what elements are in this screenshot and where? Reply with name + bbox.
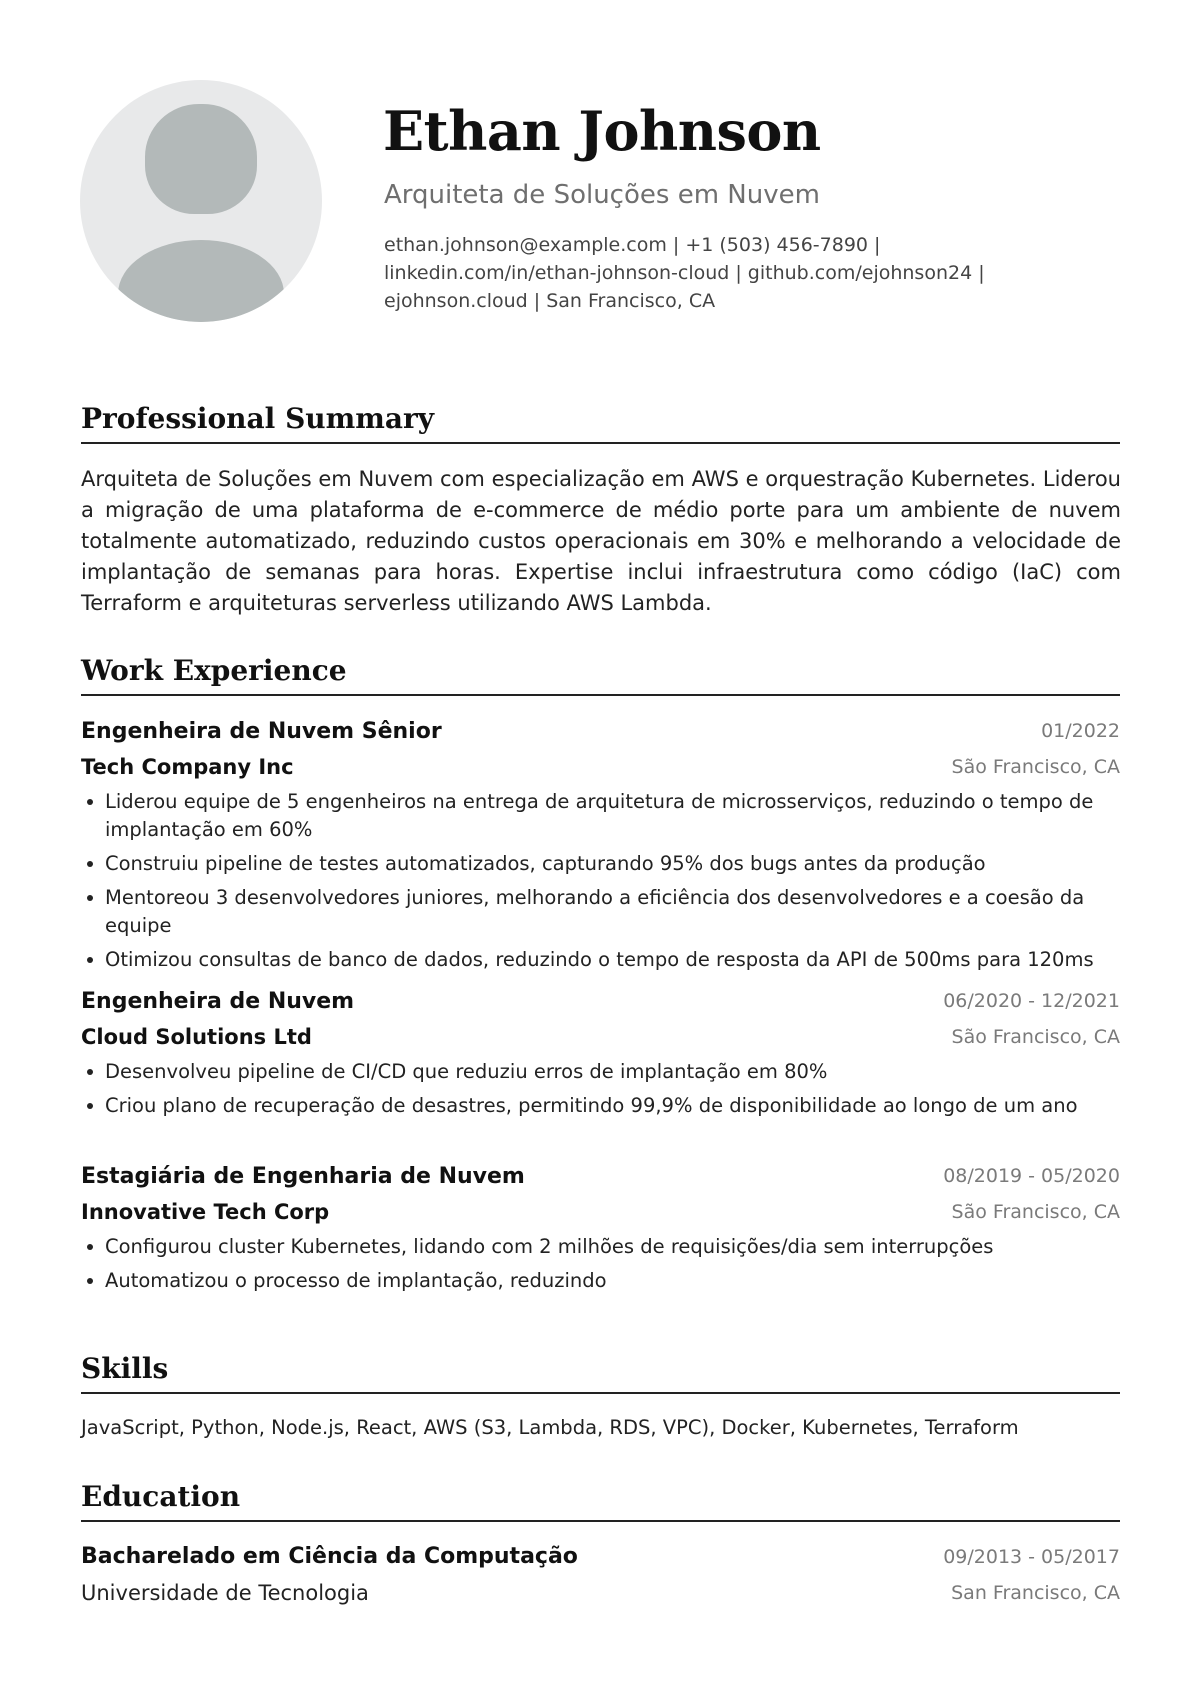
candidate-title: Arquiteta de Soluções em Nuvem (384, 180, 820, 210)
education-school: Universidade de Tecnologia (81, 1581, 369, 1605)
avatar-body-shape (118, 240, 284, 322)
list-item (81, 946, 1121, 974)
bullet-dot-icon (87, 861, 93, 867)
job-location: São Francisco, CA (951, 756, 1120, 778)
list-item (81, 1058, 1121, 1086)
section-heading-summary: Professional Summary (81, 400, 1120, 444)
list-item (81, 850, 1121, 878)
job-company: Innovative Tech Corp (81, 1200, 330, 1224)
job-title: Engenheira de Nuvem (81, 989, 355, 1014)
candidate-name: Ethan Johnson (383, 99, 821, 163)
bullet-text: Desenvolveu pipeline de CI/CD que reduziu erros de implantação em 80% (105, 1060, 828, 1083)
job-title: Estagiária de Engenharia de Nuvem (81, 1164, 525, 1189)
bullet-dot-icon (87, 1069, 93, 1075)
job-dates: 01/2022 (1041, 720, 1120, 742)
job-title: Engenheira de Nuvem Sênior (81, 719, 442, 744)
job-bullets (81, 788, 1121, 980)
bullet-text: Liderou equipe de 5 engenheiros na entrega de arquitetura de microsserviços, reduzindo o tempo de implantação em 60% (105, 790, 1094, 841)
avatar-placeholder (80, 80, 322, 322)
list-item (81, 788, 1121, 844)
avatar-head-shape (145, 104, 257, 214)
job-company: Tech Company Inc (81, 755, 294, 779)
bullet-dot-icon (87, 1244, 93, 1250)
bullet-text: Otimizou consultas de banco de dados, reduzindo o tempo de resposta da API de 500ms para 120ms (105, 948, 1094, 971)
contact-line: linkedin.com/in/ethan-johnson-cloud | github.com/ejohnson24 | (384, 262, 985, 284)
bullet-text: Construiu pipeline de testes automatizados, capturando 95% dos bugs antes da produção (105, 852, 986, 875)
summary-text: Arquiteta de Soluções em Nuvem com especialização em AWS e orquestração Kubernetes. Liderou a migração de uma plataforma de e-commerce de médio porte para um ambiente de nuvem totalmente automatizado, reduzindo custos operacionais em 30% e melhorando a velocidade de implantação de semanas para horas. Expertise inclui infraestrutura como código (IaC) com Terraform e arquiteturas serverless utilizando AWS Lambda. (81, 467, 1121, 615)
bullet-text: Criou plano de recuperação de desastres, permitindo 99,9% de disponibilidade ao longo de um ano (105, 1094, 1078, 1117)
bullet-dot-icon (87, 1103, 93, 1109)
section-heading-experience: Work Experience (81, 652, 1120, 696)
bullet-text: Configurou cluster Kubernetes, lidando com 2 milhões de requisições/dia sem interrupções (105, 1235, 994, 1258)
job-bullets (81, 1233, 1121, 1301)
bullet-text: Automatizou o processo de implantação, reduzindo (105, 1269, 607, 1292)
contact-line: ethan.johnson@example.com | +1 (503) 456-7890 | (384, 234, 881, 256)
bullet-text: Mentoreou 3 desenvolvedores juniores, melhorando a eficiência dos desenvolvedores e a coesão da equipe (105, 886, 1085, 937)
contact-line: ejohnson.cloud | San Francisco, CA (384, 290, 716, 312)
list-item (81, 1233, 1121, 1261)
section-heading-skills: Skills (81, 1350, 1120, 1394)
list-item (81, 1092, 1121, 1120)
job-bullets (81, 1058, 1121, 1126)
education-dates: 09/2013 - 05/2017 (943, 1546, 1120, 1568)
skills-list: JavaScript, Python, Node.js, React, AWS (S3, Lambda, RDS, VPC), Docker, Kubernetes, Terraform (81, 1416, 1019, 1439)
bullet-dot-icon (87, 799, 93, 805)
job-location: São Francisco, CA (951, 1026, 1120, 1048)
education-location: San Francisco, CA (951, 1582, 1120, 1604)
bullet-dot-icon (87, 895, 93, 901)
bullet-dot-icon (87, 1278, 93, 1284)
list-item (81, 1267, 1121, 1295)
job-dates: 06/2020 - 12/2021 (943, 990, 1120, 1012)
bullet-dot-icon (87, 957, 93, 963)
contact-info (384, 231, 1024, 315)
list-item (81, 884, 1121, 940)
job-location: São Francisco, CA (951, 1201, 1120, 1223)
education-degree: Bacharelado em Ciência da Computação (81, 1544, 578, 1569)
job-dates: 08/2019 - 05/2020 (943, 1165, 1120, 1187)
section-heading-education: Education (81, 1478, 1120, 1522)
job-company: Cloud Solutions Ltd (81, 1025, 312, 1049)
